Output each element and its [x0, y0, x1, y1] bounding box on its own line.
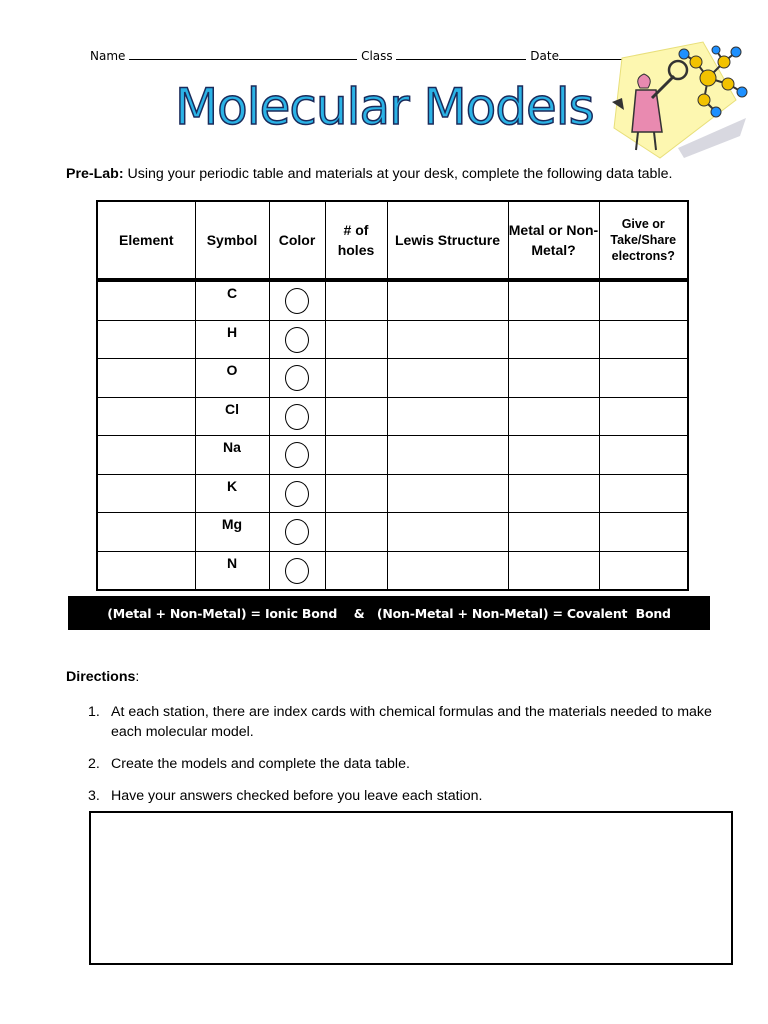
- metal-cell[interactable]: [508, 474, 599, 513]
- color-cell[interactable]: [269, 280, 325, 320]
- table-row: [97, 280, 688, 320]
- lewis-cell[interactable]: [387, 320, 508, 359]
- lewis-cell[interactable]: [387, 474, 508, 513]
- header-color: Color: [269, 201, 325, 280]
- directions-colon: :: [135, 669, 140, 685]
- date-label: Date: [530, 49, 559, 63]
- symbol-cell: Na: [195, 436, 269, 475]
- color-circle[interactable]: [285, 519, 309, 545]
- electrons-cell[interactable]: [599, 359, 688, 398]
- table-row: [97, 397, 688, 436]
- list-item: [88, 754, 718, 774]
- metal-cell[interactable]: [508, 436, 599, 475]
- color-cell[interactable]: [269, 513, 325, 552]
- step-number: 3.: [88, 788, 100, 804]
- symbol-cell: O: [195, 359, 269, 398]
- lewis-cell[interactable]: [387, 397, 508, 436]
- directions-label: Directions: [66, 669, 136, 685]
- symbol-cell: K: [195, 474, 269, 513]
- color-cell[interactable]: [269, 474, 325, 513]
- prelab-instructions: [66, 166, 672, 182]
- color-circle[interactable]: [285, 327, 309, 353]
- metal-cell[interactable]: [508, 280, 599, 320]
- electrons-cell[interactable]: [599, 513, 688, 552]
- lewis-cell[interactable]: [387, 436, 508, 475]
- symbol-cell: Mg: [195, 513, 269, 552]
- symbol-cell: H: [195, 320, 269, 359]
- color-cell[interactable]: [269, 551, 325, 590]
- metal-cell[interactable]: [508, 397, 599, 436]
- color-cell[interactable]: [269, 359, 325, 398]
- table-row: [97, 320, 688, 359]
- element-cell[interactable]: [97, 513, 195, 552]
- element-cell[interactable]: [97, 359, 195, 398]
- table-row: [97, 359, 688, 398]
- holes-cell[interactable]: [325, 359, 387, 398]
- list-item: [88, 786, 718, 806]
- electrons-cell[interactable]: [599, 320, 688, 359]
- metal-cell[interactable]: [508, 513, 599, 552]
- table-row: [97, 551, 688, 590]
- holes-cell[interactable]: [325, 436, 387, 475]
- holes-cell[interactable]: [325, 320, 387, 359]
- electrons-cell[interactable]: [599, 551, 688, 590]
- color-cell[interactable]: [269, 320, 325, 359]
- header-element: Element: [97, 201, 195, 280]
- element-data-table: [96, 200, 689, 591]
- color-circle[interactable]: [285, 442, 309, 468]
- class-field[interactable]: [396, 47, 526, 60]
- metal-cell[interactable]: [508, 551, 599, 590]
- element-cell[interactable]: [97, 551, 195, 590]
- table-header-row: [97, 201, 688, 280]
- color-circle[interactable]: [285, 481, 309, 507]
- electrons-cell[interactable]: [599, 397, 688, 436]
- holes-cell[interactable]: [325, 513, 387, 552]
- color-circle[interactable]: [285, 404, 309, 430]
- holes-cell[interactable]: [325, 551, 387, 590]
- list-item: [88, 702, 718, 742]
- header-holes: # of holes: [325, 201, 387, 280]
- color-cell[interactable]: [269, 436, 325, 475]
- table-row: [97, 513, 688, 552]
- step-text: Create the models and complete the data table.: [111, 756, 410, 772]
- name-label: Name: [90, 49, 126, 63]
- symbol-cell: Cl: [195, 397, 269, 436]
- electrons-cell[interactable]: [599, 280, 688, 320]
- metal-cell[interactable]: [508, 320, 599, 359]
- lewis-cell[interactable]: [387, 359, 508, 398]
- header-electrons: Give or Take/Share electrons?: [599, 201, 688, 280]
- holes-cell[interactable]: [325, 397, 387, 436]
- directions-list: [88, 702, 718, 818]
- header-symbol: Symbol: [195, 201, 269, 280]
- symbol-cell: C: [195, 280, 269, 320]
- symbol-cell: N: [195, 551, 269, 590]
- color-circle[interactable]: [285, 288, 309, 314]
- header-lewis-structure: Lewis Structure: [387, 201, 508, 280]
- bond-rule-banner: (Metal + Non-Metal) = Ionic Bond & (Non-Metal + Non-Metal) = Covalent Bond: [68, 596, 710, 630]
- student-info-line: [90, 47, 660, 63]
- name-field[interactable]: [129, 47, 357, 60]
- color-circle[interactable]: [285, 365, 309, 391]
- element-cell[interactable]: [97, 280, 195, 320]
- color-circle[interactable]: [285, 558, 309, 584]
- step-number: 1.: [88, 704, 100, 720]
- step-text: At each station, there are index cards with chemical formulas and the materials needed to make each molecular model.: [111, 704, 712, 740]
- holes-cell[interactable]: [325, 280, 387, 320]
- metal-cell[interactable]: [508, 359, 599, 398]
- directions-heading: [66, 669, 139, 685]
- prelab-label: Pre-Lab:: [66, 166, 124, 182]
- answer-box[interactable]: [89, 811, 733, 965]
- step-number: 2.: [88, 756, 100, 772]
- class-label: Class: [361, 49, 393, 63]
- element-cell[interactable]: [97, 474, 195, 513]
- element-cell[interactable]: [97, 436, 195, 475]
- holes-cell[interactable]: [325, 474, 387, 513]
- electrons-cell[interactable]: [599, 436, 688, 475]
- element-cell[interactable]: [97, 320, 195, 359]
- table-row: [97, 436, 688, 475]
- prelab-text: Using your periodic table and materials at your desk, complete the following data table.: [123, 166, 673, 182]
- lewis-cell[interactable]: [387, 551, 508, 590]
- color-cell[interactable]: [269, 397, 325, 436]
- element-cell[interactable]: [97, 397, 195, 436]
- electrons-cell[interactable]: [599, 474, 688, 513]
- lewis-cell[interactable]: [387, 513, 508, 552]
- header-metal-nonmetal: Metal or Non-Metal?: [508, 201, 599, 280]
- lewis-cell[interactable]: [387, 280, 508, 320]
- step-text: Have your answers checked before you leave each station.: [111, 788, 483, 804]
- page-title: Molecular Models: [175, 78, 594, 136]
- scientist-molecule-illustration: [608, 40, 753, 165]
- table-row: [97, 474, 688, 513]
